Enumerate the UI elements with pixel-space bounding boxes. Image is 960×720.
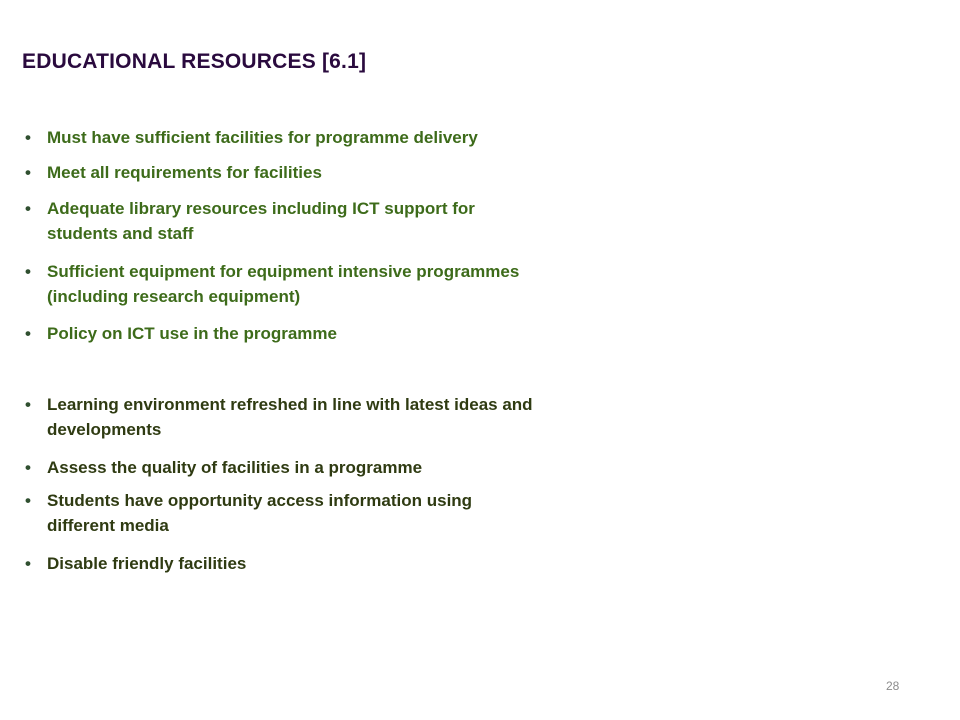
- bullet-text-continued: students and staff: [47, 224, 194, 243]
- bullet-item: [25, 455, 657, 480]
- bullet-item: [25, 160, 657, 185]
- bullet-item: [25, 321, 657, 346]
- bullet-item: [25, 551, 657, 576]
- bullet-item: [25, 392, 657, 442]
- bullet-text-continued: developments: [47, 420, 162, 439]
- bullet-icon: •: [25, 262, 31, 281]
- bullet-text: Policy on ICT use in the programme: [47, 324, 337, 343]
- bullet-item: [25, 196, 657, 246]
- bullet-icon: •: [25, 395, 31, 414]
- bullet-item: [25, 125, 657, 150]
- page-number: 28: [886, 679, 900, 693]
- bullet-icon: •: [25, 199, 31, 218]
- bullet-icon: •: [25, 324, 31, 343]
- bullet-text: Students have opportunity access information using: [47, 491, 473, 510]
- bullet-text: Assess the quality of facilities in a programme: [47, 458, 423, 477]
- bullet-text: Adequate library resources including ICT support for: [47, 199, 475, 218]
- bullet-text-continued: different media: [47, 516, 169, 535]
- bullet-text: Meet all requirements for facilities: [47, 163, 322, 182]
- bullet-icon: •: [25, 128, 31, 147]
- slide-title: EDUCATIONAL RESOURCES [6.1]: [22, 50, 367, 73]
- bullet-text: Disable friendly facilities: [47, 554, 247, 573]
- bullet-item: [25, 259, 657, 309]
- bullet-icon: •: [25, 458, 31, 477]
- bullet-icon: •: [25, 491, 31, 510]
- bullet-item: [25, 488, 657, 538]
- bullet-text: Must have sufficient facilities for programme delivery: [47, 128, 478, 147]
- bullet-icon: •: [25, 163, 31, 182]
- bullet-text: Sufficient equipment for equipment intensive programmes: [47, 262, 520, 281]
- bullet-text: Learning environment refreshed in line with latest ideas and: [47, 395, 533, 414]
- bullet-icon: •: [25, 554, 31, 573]
- bullet-text-continued: (including research equipment): [47, 287, 301, 306]
